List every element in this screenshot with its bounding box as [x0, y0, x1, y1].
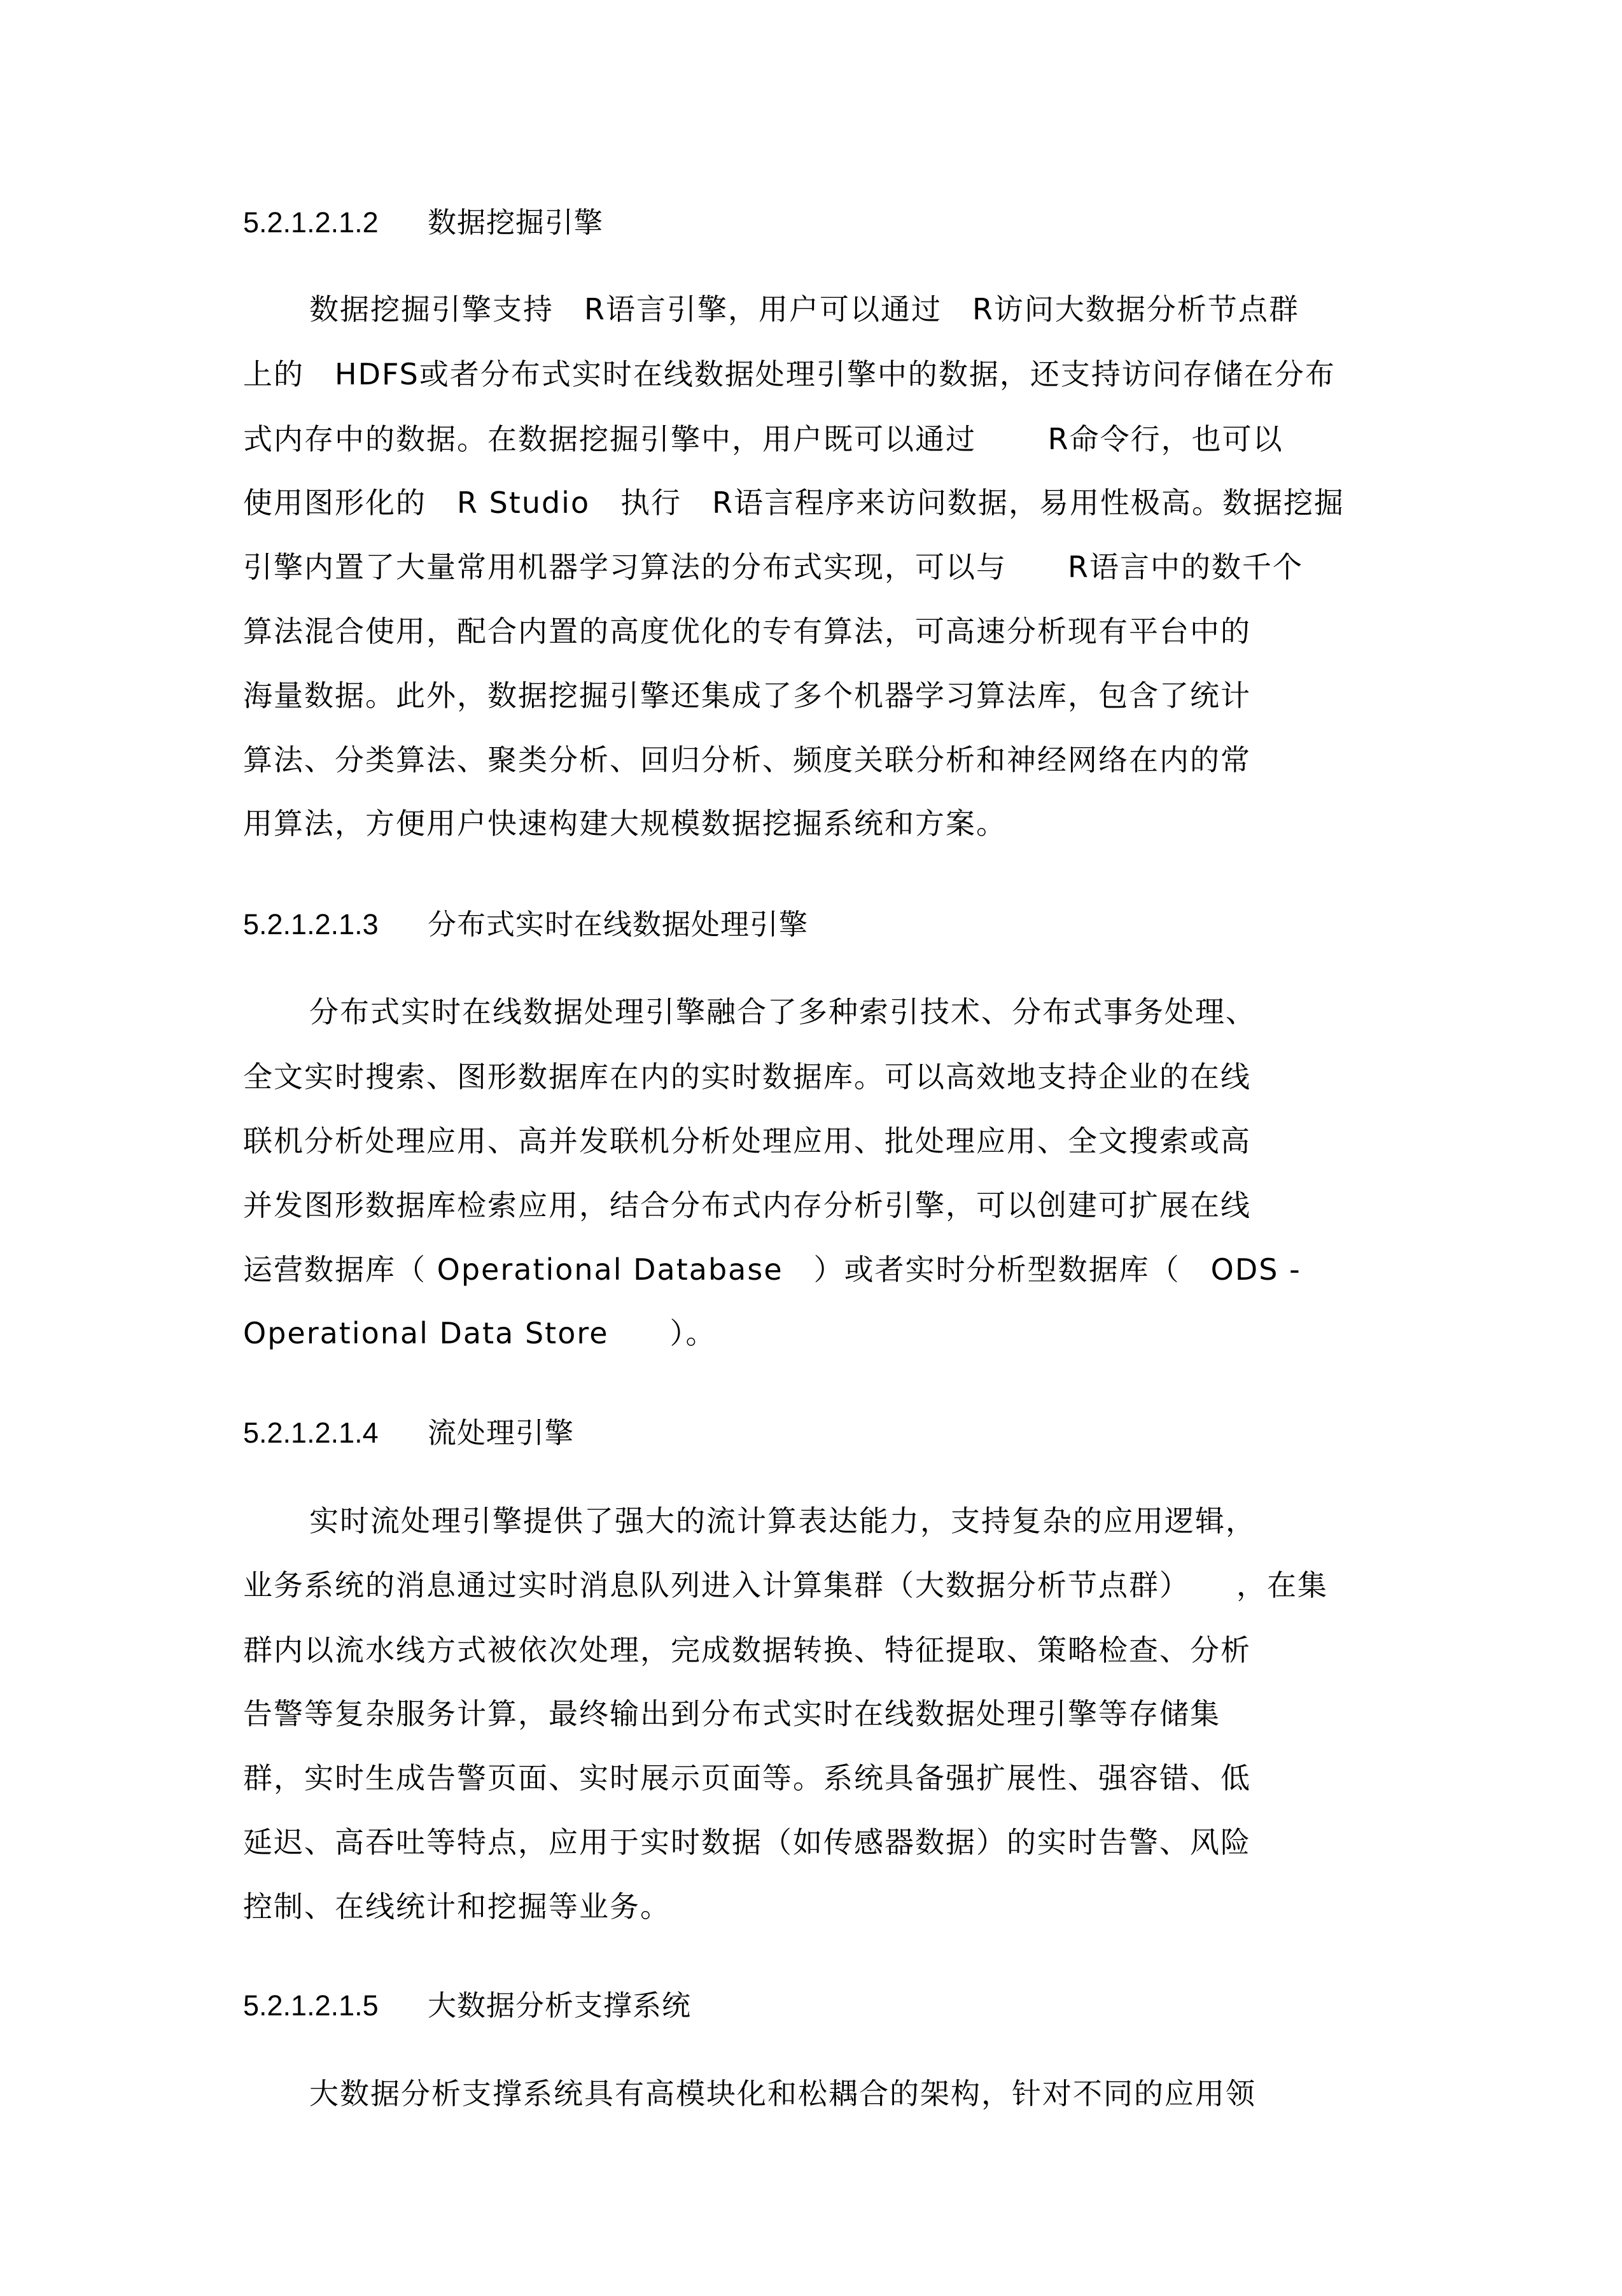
section-heading [243, 907, 808, 942]
paragraph-line: 运营数据库（ Operational Database ）或者实时分析型数据库（ ODS - [243, 1252, 1301, 1287]
paragraph-line: 告警等复杂服务计算，最终输出到分布式实时在线数据处理引擎等存储集 [243, 1697, 1220, 1731]
paragraph-line: 使用图形化的 R Studio 执行 R语言程序来访问数据，易用性极高。数据挖掘 [243, 486, 1345, 520]
paragraph-line: 分布式实时在线数据处理引擎融合了多种索引技术、分布式事务处理、 [309, 995, 1256, 1029]
section-number: 5.2.1.2.1.3 [243, 908, 379, 941]
paragraph-line: 引擎内置了大量常用机器学习算法的分布式实现，可以与 R语言中的数千个 [243, 550, 1303, 584]
paragraph-line: 式内存中的数据。在数据挖掘引擎中，用户既可以通过 R命令行，也可以 [243, 422, 1283, 456]
section-heading [243, 205, 603, 241]
paragraph-line: 群内以流水线方式被依次处理，完成数据转换、特征提取、策略检查、分析 [243, 1633, 1251, 1667]
section-title: 大数据分析支撑系统 [428, 1989, 692, 2022]
paragraph-line: 并发图形数据库检索应用，结合分布式内存分析引擎，可以创建可扩展在线 [243, 1188, 1251, 1222]
section-title: 流处理引擎 [428, 1416, 575, 1450]
paragraph-line: 控制、在线统计和挖掘等业务。 [243, 1889, 671, 1924]
paragraph-line: 延迟、高吞吐等特点，应用于实时数据（如传感器数据）的实时告警、风险 [243, 1825, 1251, 1859]
paragraph-line: 业务系统的消息通过实时消息队列进入计算集群（大数据分析节点群） ，在集 [243, 1568, 1328, 1602]
section-number: 5.2.1.2.1.5 [243, 1989, 379, 2022]
paragraph-line: Operational Data Store ）。 [243, 1316, 717, 1350]
section-title: 数据挖掘引擎 [428, 206, 604, 239]
paragraph-line: 数据挖掘引擎支持 R语言引擎，用户可以通过 R访问大数据分析节点群 [309, 292, 1299, 326]
paragraph-line: 实时流处理引擎提供了强大的流计算表达能力，支持复杂的应用逻辑， [309, 1504, 1256, 1538]
paragraph-line: 大数据分析支撑系统具有高模块化和松耦合的架构，针对不同的应用领 [309, 2076, 1256, 2111]
section-number: 5.2.1.2.1.4 [243, 1417, 379, 1449]
paragraph-line: 算法、分类算法、聚类分析、回归分析、频度关联分析和神经网络在内的常 [243, 743, 1251, 777]
paragraph-line: 用算法，方便用户快速构建大规模数据挖掘系统和方案。 [243, 806, 1007, 841]
section-number: 5.2.1.2.1.2 [243, 206, 379, 239]
section-heading [243, 1988, 691, 2024]
paragraph-line: 上的 HDFS或者分布式实时在线数据处理引擎中的数据，还支持访问存储在分布 [243, 357, 1336, 391]
paragraph-line: 海量数据。此外，数据挖掘引擎还集成了多个机器学习算法库，包含了统计 [243, 678, 1251, 713]
paragraph-line: 全文实时搜索、图形数据库在内的实时数据库。可以高效地支持企业的在线 [243, 1060, 1251, 1094]
paragraph-line: 联机分析处理应用、高并发联机分析处理应用、批处理应用、全文搜索或高 [243, 1124, 1251, 1158]
paragraph-line: 群，实时生成告警页面、实时展示页面等。系统具备强扩展性、强容错、低 [243, 1761, 1251, 1795]
section-title: 分布式实时在线数据处理引擎 [428, 907, 809, 941]
paragraph-line: 算法混合使用，配合内置的高度优化的专有算法，可高速分析现有平台中的 [243, 614, 1251, 648]
section-heading [243, 1415, 574, 1451]
